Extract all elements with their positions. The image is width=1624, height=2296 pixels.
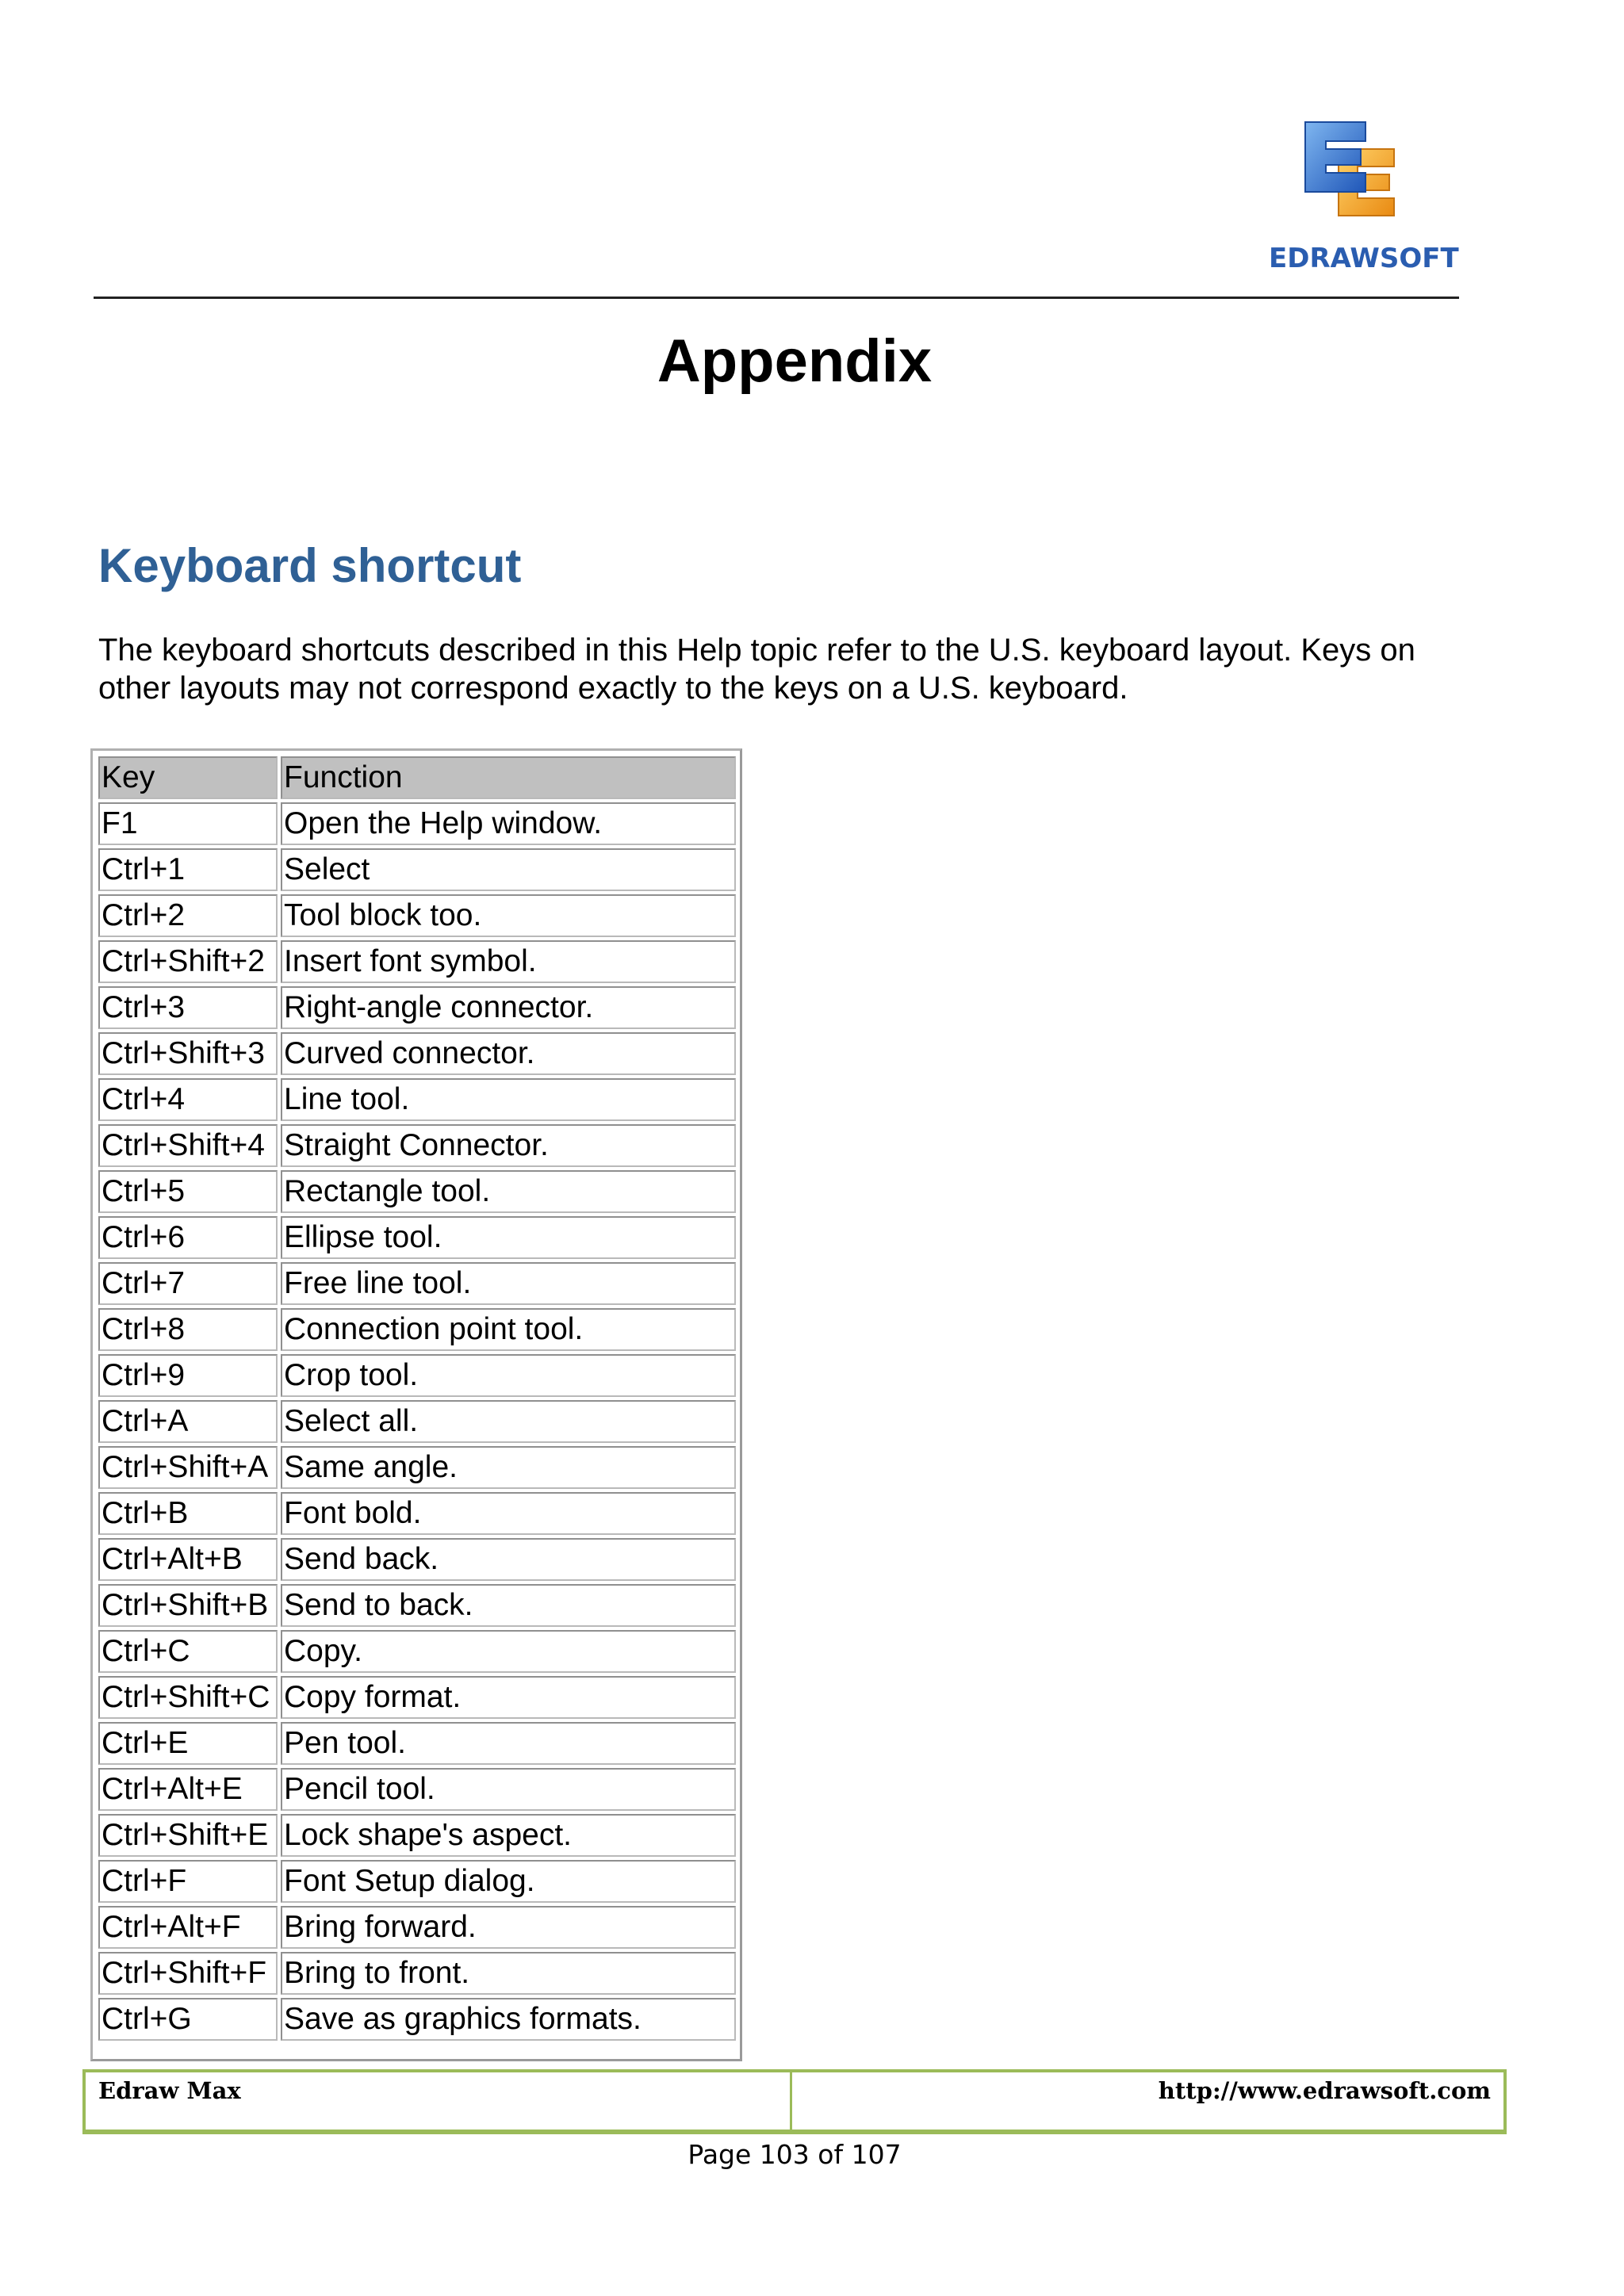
- shortcut-key-cell: Ctrl+Alt+E: [98, 1768, 278, 1811]
- table-row: [98, 1952, 736, 1995]
- column-header-function: Function: [281, 756, 736, 799]
- shortcut-key-cell: Ctrl+Shift+2: [98, 940, 278, 983]
- shortcut-function-cell: Bring forward.: [281, 1906, 736, 1949]
- shortcut-key-cell: Ctrl+9: [98, 1354, 278, 1397]
- table-row: [98, 1998, 736, 2041]
- table-row: [98, 1032, 736, 1075]
- shortcut-function-cell: Lock shape's aspect.: [281, 1814, 736, 1857]
- shortcut-key-cell: Ctrl+A: [98, 1400, 278, 1443]
- shortcut-function-cell: Tool block too.: [281, 894, 736, 937]
- table-row: [98, 894, 736, 937]
- shortcut-key-cell: Ctrl+4: [98, 1078, 278, 1121]
- intro-paragraph: The keyboard shortcuts described in this Help topic refer to the U.S. keyboard layout. Keys on other layouts may not correspond exactly to the keys on a U.S. keyboard.: [98, 633, 1415, 706]
- shortcut-key-cell: Ctrl+1: [98, 848, 278, 891]
- shortcut-table: [95, 753, 739, 2044]
- shortcut-function-cell: Select: [281, 848, 736, 891]
- table-row: [98, 1446, 736, 1489]
- table-row: [98, 1262, 736, 1305]
- table-row: [98, 1676, 736, 1719]
- shortcut-function-cell: Connection point tool.: [281, 1308, 736, 1351]
- table-row: [98, 1630, 736, 1673]
- shortcut-function-cell: Crop tool.: [281, 1354, 736, 1397]
- shortcut-key-cell: Ctrl+B: [98, 1492, 278, 1535]
- shortcut-key-cell: Ctrl+Alt+F: [98, 1906, 278, 1949]
- table-row: [98, 1492, 736, 1535]
- table-row: [98, 848, 736, 891]
- shortcut-function-cell: Rectangle tool.: [281, 1170, 736, 1213]
- shortcut-key-cell: Ctrl+Shift+3: [98, 1032, 278, 1075]
- header-rule: [94, 297, 1459, 299]
- shortcut-key-cell: Ctrl+8: [98, 1308, 278, 1351]
- table-row: [98, 940, 736, 983]
- table-row: [98, 802, 736, 845]
- footer-divider: [790, 2072, 792, 2130]
- shortcut-table-frame: [90, 748, 742, 2061]
- shortcut-key-cell: Ctrl+5: [98, 1170, 278, 1213]
- shortcut-key-cell: Ctrl+Shift+B: [98, 1584, 278, 1627]
- table-row: [98, 1814, 736, 1857]
- shortcut-function-cell: Save as graphics formats.: [281, 1998, 736, 2041]
- shortcut-function-cell: Send back.: [281, 1538, 736, 1581]
- page-title: Appendix: [657, 327, 933, 395]
- column-header-key: Key: [98, 756, 278, 799]
- shortcut-function-cell: Open the Help window.: [281, 802, 736, 845]
- table-row: [98, 1584, 736, 1627]
- shortcut-function-cell: Straight Connector.: [281, 1124, 736, 1167]
- shortcut-key-cell: Ctrl+G: [98, 1998, 278, 2041]
- shortcut-function-cell: Copy.: [281, 1630, 736, 1673]
- shortcut-key-cell: Ctrl+3: [98, 986, 278, 1029]
- table-row: [98, 1400, 736, 1443]
- table-row: [98, 1538, 736, 1581]
- shortcut-key-cell: Ctrl+Shift+E: [98, 1814, 278, 1857]
- footer-website: http://www.edrawsoft.com: [1158, 2077, 1491, 2104]
- table-row: [98, 986, 736, 1029]
- shortcut-key-cell: Ctrl+Alt+B: [98, 1538, 278, 1581]
- shortcut-key-cell: Ctrl+Shift+4: [98, 1124, 278, 1167]
- shortcut-key-cell: Ctrl+2: [98, 894, 278, 937]
- shortcut-function-cell: Select all.: [281, 1400, 736, 1443]
- shortcut-key-cell: F1: [98, 802, 278, 845]
- shortcut-function-cell: Right-angle connector.: [281, 986, 736, 1029]
- shortcut-function-cell: Same angle.: [281, 1446, 736, 1489]
- shortcut-function-cell: Pencil tool.: [281, 1768, 736, 1811]
- shortcut-function-cell: Insert font symbol.: [281, 940, 736, 983]
- page-footer: [82, 2069, 1507, 2134]
- table-row: [98, 1124, 736, 1167]
- shortcut-function-cell: Bring to front.: [281, 1952, 736, 1995]
- edrawsoft-logo: [1269, 117, 1459, 276]
- page-number: Page 103 of 107: [688, 2139, 902, 2170]
- shortcut-function-cell: Line tool.: [281, 1078, 736, 1121]
- footer-product-name: Edraw Max: [98, 2077, 241, 2104]
- shortcut-function-cell: Ellipse tool.: [281, 1216, 736, 1259]
- shortcut-function-cell: Curved connector.: [281, 1032, 736, 1075]
- table-row: [98, 1216, 736, 1259]
- shortcut-key-cell: Ctrl+7: [98, 1262, 278, 1305]
- logo-wordmark: EDRAWSOFT: [1269, 243, 1459, 274]
- section-heading: Keyboard shortcut: [98, 539, 522, 592]
- table-header-row: [98, 756, 736, 799]
- shortcut-function-cell: Send to back.: [281, 1584, 736, 1627]
- table-row: [98, 1722, 736, 1765]
- shortcut-function-cell: Copy format.: [281, 1676, 736, 1719]
- edraw-logo-icon: [1300, 117, 1411, 236]
- shortcut-function-cell: Font Setup dialog.: [281, 1860, 736, 1903]
- shortcut-function-cell: Free line tool.: [281, 1262, 736, 1305]
- shortcut-key-cell: Ctrl+6: [98, 1216, 278, 1259]
- table-row: [98, 1906, 736, 1949]
- table-row: [98, 1860, 736, 1903]
- shortcut-function-cell: Font bold.: [281, 1492, 736, 1535]
- shortcut-key-cell: Ctrl+C: [98, 1630, 278, 1673]
- shortcut-key-cell: Ctrl+Shift+A: [98, 1446, 278, 1489]
- table-row: [98, 1768, 736, 1811]
- table-row: [98, 1170, 736, 1213]
- shortcut-key-cell: Ctrl+E: [98, 1722, 278, 1765]
- shortcut-key-cell: Ctrl+Shift+C: [98, 1676, 278, 1719]
- table-row: [98, 1078, 736, 1121]
- table-row: [98, 1354, 736, 1397]
- table-row: [98, 1308, 736, 1351]
- shortcut-key-cell: Ctrl+F: [98, 1860, 278, 1903]
- shortcut-function-cell: Pen tool.: [281, 1722, 736, 1765]
- shortcut-key-cell: Ctrl+Shift+F: [98, 1952, 278, 1995]
